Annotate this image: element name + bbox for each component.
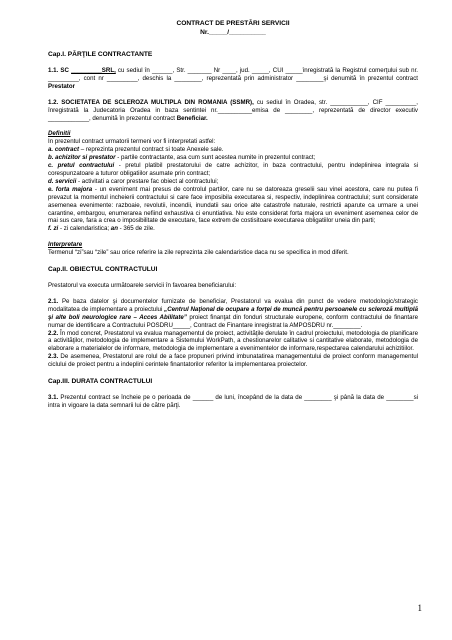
interpretation-heading: Interpretare (48, 241, 83, 249)
section-heading-cap3: Cap.III. DURATA CONTRACTULUI (48, 378, 153, 386)
clause-1-2: 1.2. SOCIETATEA DE SCLEROZA MULTIPLA DIN ROMANIA (SSMR), cu sediul în Oradea, str. ___________, CIF _________, înregistrată la Judecatoria Oradea in baza sentintei nr.__________emisa de ________, reprezentată de director executiv ____________, denumită în prezentul contract Beneficiar. (48, 98, 418, 122)
contract-title: CONTRACT DE PRESTĂRI SERVICII (176, 20, 290, 27)
definition-d: d. servicii - activitati a caror prestare fac obiect al contractului; (48, 177, 219, 185)
definitions-heading: Definitii (48, 130, 71, 138)
section-heading-cap1: Cap.I. PĂRŢILE CONTRACTANTE (48, 51, 153, 58)
definitions-intro: In prezentul contract urmatorii termeni vor fi interpretati astfel: (48, 138, 216, 146)
page-number: 1 (417, 603, 422, 613)
definition-c: c. pretul contractului - pretul platibil prestatorului de catre achizitor, in baza contractului, pentru indeplinirea integrala si corespunzatoare a tuturor obligatiilor asumate prin contract; (48, 162, 419, 177)
interpretation-text: Termenul “zi”sau “zile” sau orice referire la zile reprezinta zile calendaristice daca nu se specifica in mod diferit. (48, 249, 349, 257)
definition-a: a. contract – reprezinta prezentul contract si toate Anexele sale. (48, 146, 224, 154)
section-heading-cap2: Cap.II. OBIECTUL CONTRACTULUI (48, 266, 158, 274)
definition-b: b. achizitor si prestator - partile contractante, asa cum sunt acestea numite in prezentul contract; (48, 154, 316, 162)
cap2-intro: Prestatorul va executa următoarele servicii în favoarea beneficiarului: (48, 282, 237, 290)
definition-e: e. forta majora - un eveniment mai presus de controlul partilor, care nu se datoreaza greselii sau vinei acestora, care nu putea fi prevazut la momentul incheierii contractului si care face imposibila executarea si, respectiv, indeplinirea contractului; sunt considerate asemenea evenimente: razboaie, revolutii, incendii, inundatii sau orice alte catastrofe naturale, restrictii aparute ca urmare a unei carantine, embargou, enumerarea nefiind exhaustiva ci enuntiativa. Nu este considerat forta majora un eveniment asemenea celor de mai sus care, fara a crea o imposibilitate de executare, face extrem de costisitoare executarea obligatiilor uneia din parti; (48, 185, 418, 225)
contract-number: Nr._____/__________ (200, 28, 266, 36)
document-page (48, 20, 418, 410)
clause-1-1: 1.1. SC _________SRL, cu sediul în ______, Str. _______ Nr ____, jud. _____, CUI _____înregistrată la Registrul comerţului sub nr. _________, cont nr _________, deschis la ________, reprezentată prin administrator ________şi denumită în prezentul contract Prestator (48, 67, 418, 90)
definition-f: f. zi - zi calendaristica; an - 365 de zile. (48, 225, 155, 233)
clause-2-2: 2.2. În mod concret, Prestatorul va evalua managementul de proiect, activităţile derulate în cadrul proiectului, metodologia de planificare a activităţilor, metodologia de implementare a Sistemului WorkPath, a chestionarelor calitative si cantitative elaborate, metodologia de elaborare a materialelor de informare, metodologia de implementare a evenimentelor de informare,respectarea calendarului achizitiilor. (48, 329, 418, 353)
clause-2-3: 2.3. De asemenea, Prestatorul are rolul de a face propuneri privind imbunatatirea managementului de proiect conform managementul ciclului de proiect pentru a indeplini cerintele finantatorilor referitor la implementarea proiectelor. (48, 353, 418, 369)
clause-2-1: 2.1. Pe baza datelor şi documentelor furnizate de beneficiar, Prestatorul va evalua din punct de vedere metodologic/strategic modalitatea de implementare a proiectului „Centrul Naţional de ocupare a forţei de muncă pentru persoanele cu scleroză multiplă şi alte boli neurologice rare – Acces Abilitate” proiect finanţat din fonduri structurale europene, conform contractului de finantare numar de identificare a Contractului POSDRU_____, Contract de Finantare inregistrat la AMPOSDRU nr.________. (48, 297, 418, 329)
clause-3-1: 3.1. Prezentul contract se încheie pe o perioada de ______ de luni, începând de la data de ________ şi până la data de ________si intra in vigoare la data semnarii lui de către părţi. (48, 394, 418, 409)
